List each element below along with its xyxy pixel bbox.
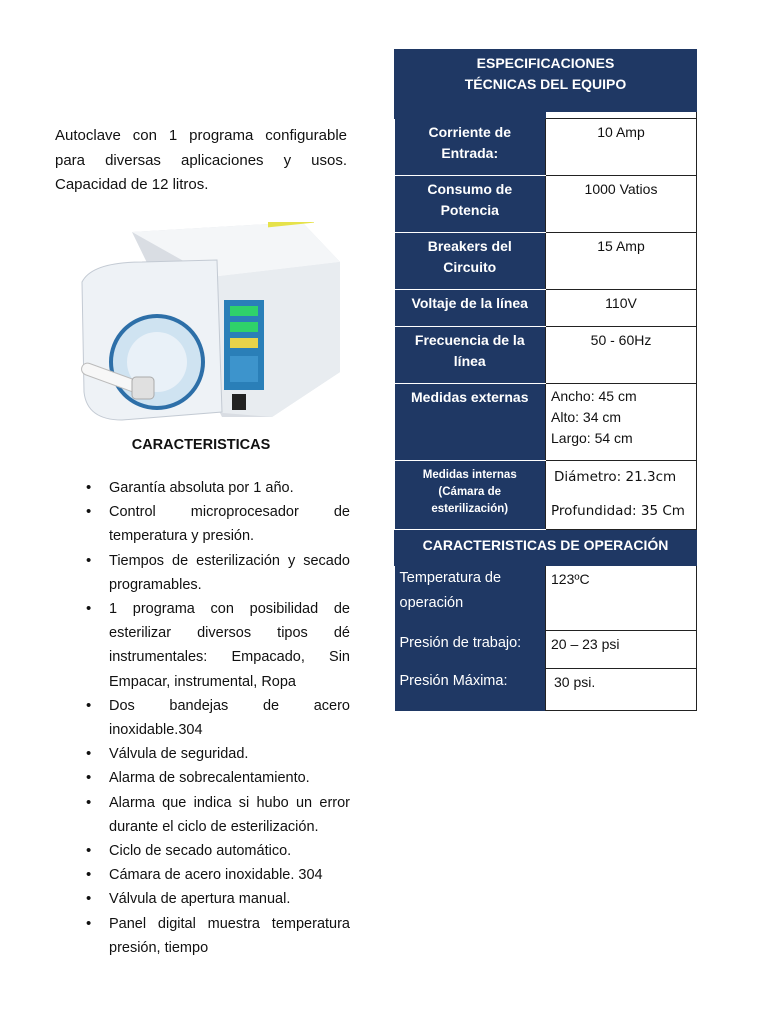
list-item: • Panel digital muestra temperatura presión, tiempo <box>58 912 350 960</box>
spec-value: 110V <box>546 290 697 327</box>
list-item: • Dos bandejas de acero inoxidable.304 <box>58 694 350 742</box>
spec-label: Entrada: <box>441 145 499 161</box>
table-row <box>395 233 697 290</box>
autoclave-image <box>72 222 344 422</box>
spec-label: Breakers del <box>427 238 512 254</box>
specs-header <box>395 50 697 112</box>
list-item: • Cámara de acero inoxidable. 304 <box>58 863 350 887</box>
operation-value: 123ºC <box>546 566 697 631</box>
spec-label: Corriente de <box>428 124 511 140</box>
table-row <box>395 119 697 176</box>
spec-label: esterilización) <box>431 503 509 515</box>
characteristics-title: CARACTERISTICAS <box>131 437 271 453</box>
spec-label: línea <box>453 353 486 369</box>
table-row <box>395 176 697 233</box>
list-item: • Control microprocesador de temperatura y presión. <box>58 500 350 548</box>
spec-label: Frecuencia de la <box>414 332 525 348</box>
table-row <box>395 566 697 631</box>
spec-label: Circuito <box>443 259 497 275</box>
spec-label: Voltaje de la línea <box>411 295 528 311</box>
list-item: • Tiempos de esterilización y secado programables. <box>58 549 350 597</box>
list-item: • Alarma de sobrecalentamiento. <box>58 766 350 790</box>
operation-value: 20 – 23 psi <box>546 631 697 669</box>
list-item: • Garantía absoluta por 1 año. <box>58 476 350 500</box>
operation-label: Presión de trabajo: <box>395 631 546 669</box>
table-row <box>395 461 697 530</box>
spec-value: Ancho: 45 cm <box>551 388 637 404</box>
spec-value: Diámetro: 21.3cm <box>554 469 677 485</box>
list-item: • Válvula de apertura manual. <box>58 887 350 911</box>
spec-label: Consumo de <box>427 181 513 197</box>
intro-paragraph: Autoclave con 1 programa configurable para diversas aplicaciones y usos. Capacidad de 12 litros. <box>55 127 347 193</box>
spec-value: 50 - 60Hz <box>546 327 697 384</box>
spec-label: Medidas externas <box>395 384 546 461</box>
table-row <box>395 290 697 327</box>
spec-value: Alto: 34 cm <box>551 409 622 425</box>
operation-label: Temperatura de <box>399 570 502 586</box>
operation-label: operación <box>399 595 464 611</box>
list-item: • Alarma que indica si hubo un error durante el ciclo de esterilización. <box>58 791 350 839</box>
operation-title: CARACTERISTICAS DE OPERACIÓN <box>395 530 697 566</box>
characteristics-list <box>58 476 350 960</box>
spec-value: 1000 Vatios <box>546 176 697 233</box>
list-item: • Válvula de seguridad. <box>58 742 350 766</box>
spec-value: 10 Amp <box>546 119 697 176</box>
table-row <box>395 384 697 461</box>
table-row <box>395 327 697 384</box>
table-row <box>395 669 697 711</box>
list-item: • 1 programa con posibilidad de esterilizar diversos tipos dé instrumentales: Empacado, Sin Empacar, instrumental, Ropa <box>58 597 350 694</box>
operation-value: 30 psi. <box>546 669 697 711</box>
spec-value: Largo: 54 cm <box>551 430 633 446</box>
table-row <box>395 631 697 669</box>
operation-label: Presión Máxima: <box>395 669 546 711</box>
spec-value: Profundidad: 35 Cm <box>551 503 685 519</box>
spec-label: (Cámara de <box>438 486 502 498</box>
specs-title-line1: ESPECIFICACIONES <box>476 55 615 71</box>
list-item: • Ciclo de secado automático. <box>58 839 350 863</box>
spec-label: Potencia <box>440 202 499 218</box>
spec-value: 15 Amp <box>546 233 697 290</box>
spec-label: Medidas internas <box>422 469 517 481</box>
specs-title-line2: TÉCNICAS DEL EQUIPO <box>464 76 627 92</box>
specifications-table <box>394 49 697 711</box>
